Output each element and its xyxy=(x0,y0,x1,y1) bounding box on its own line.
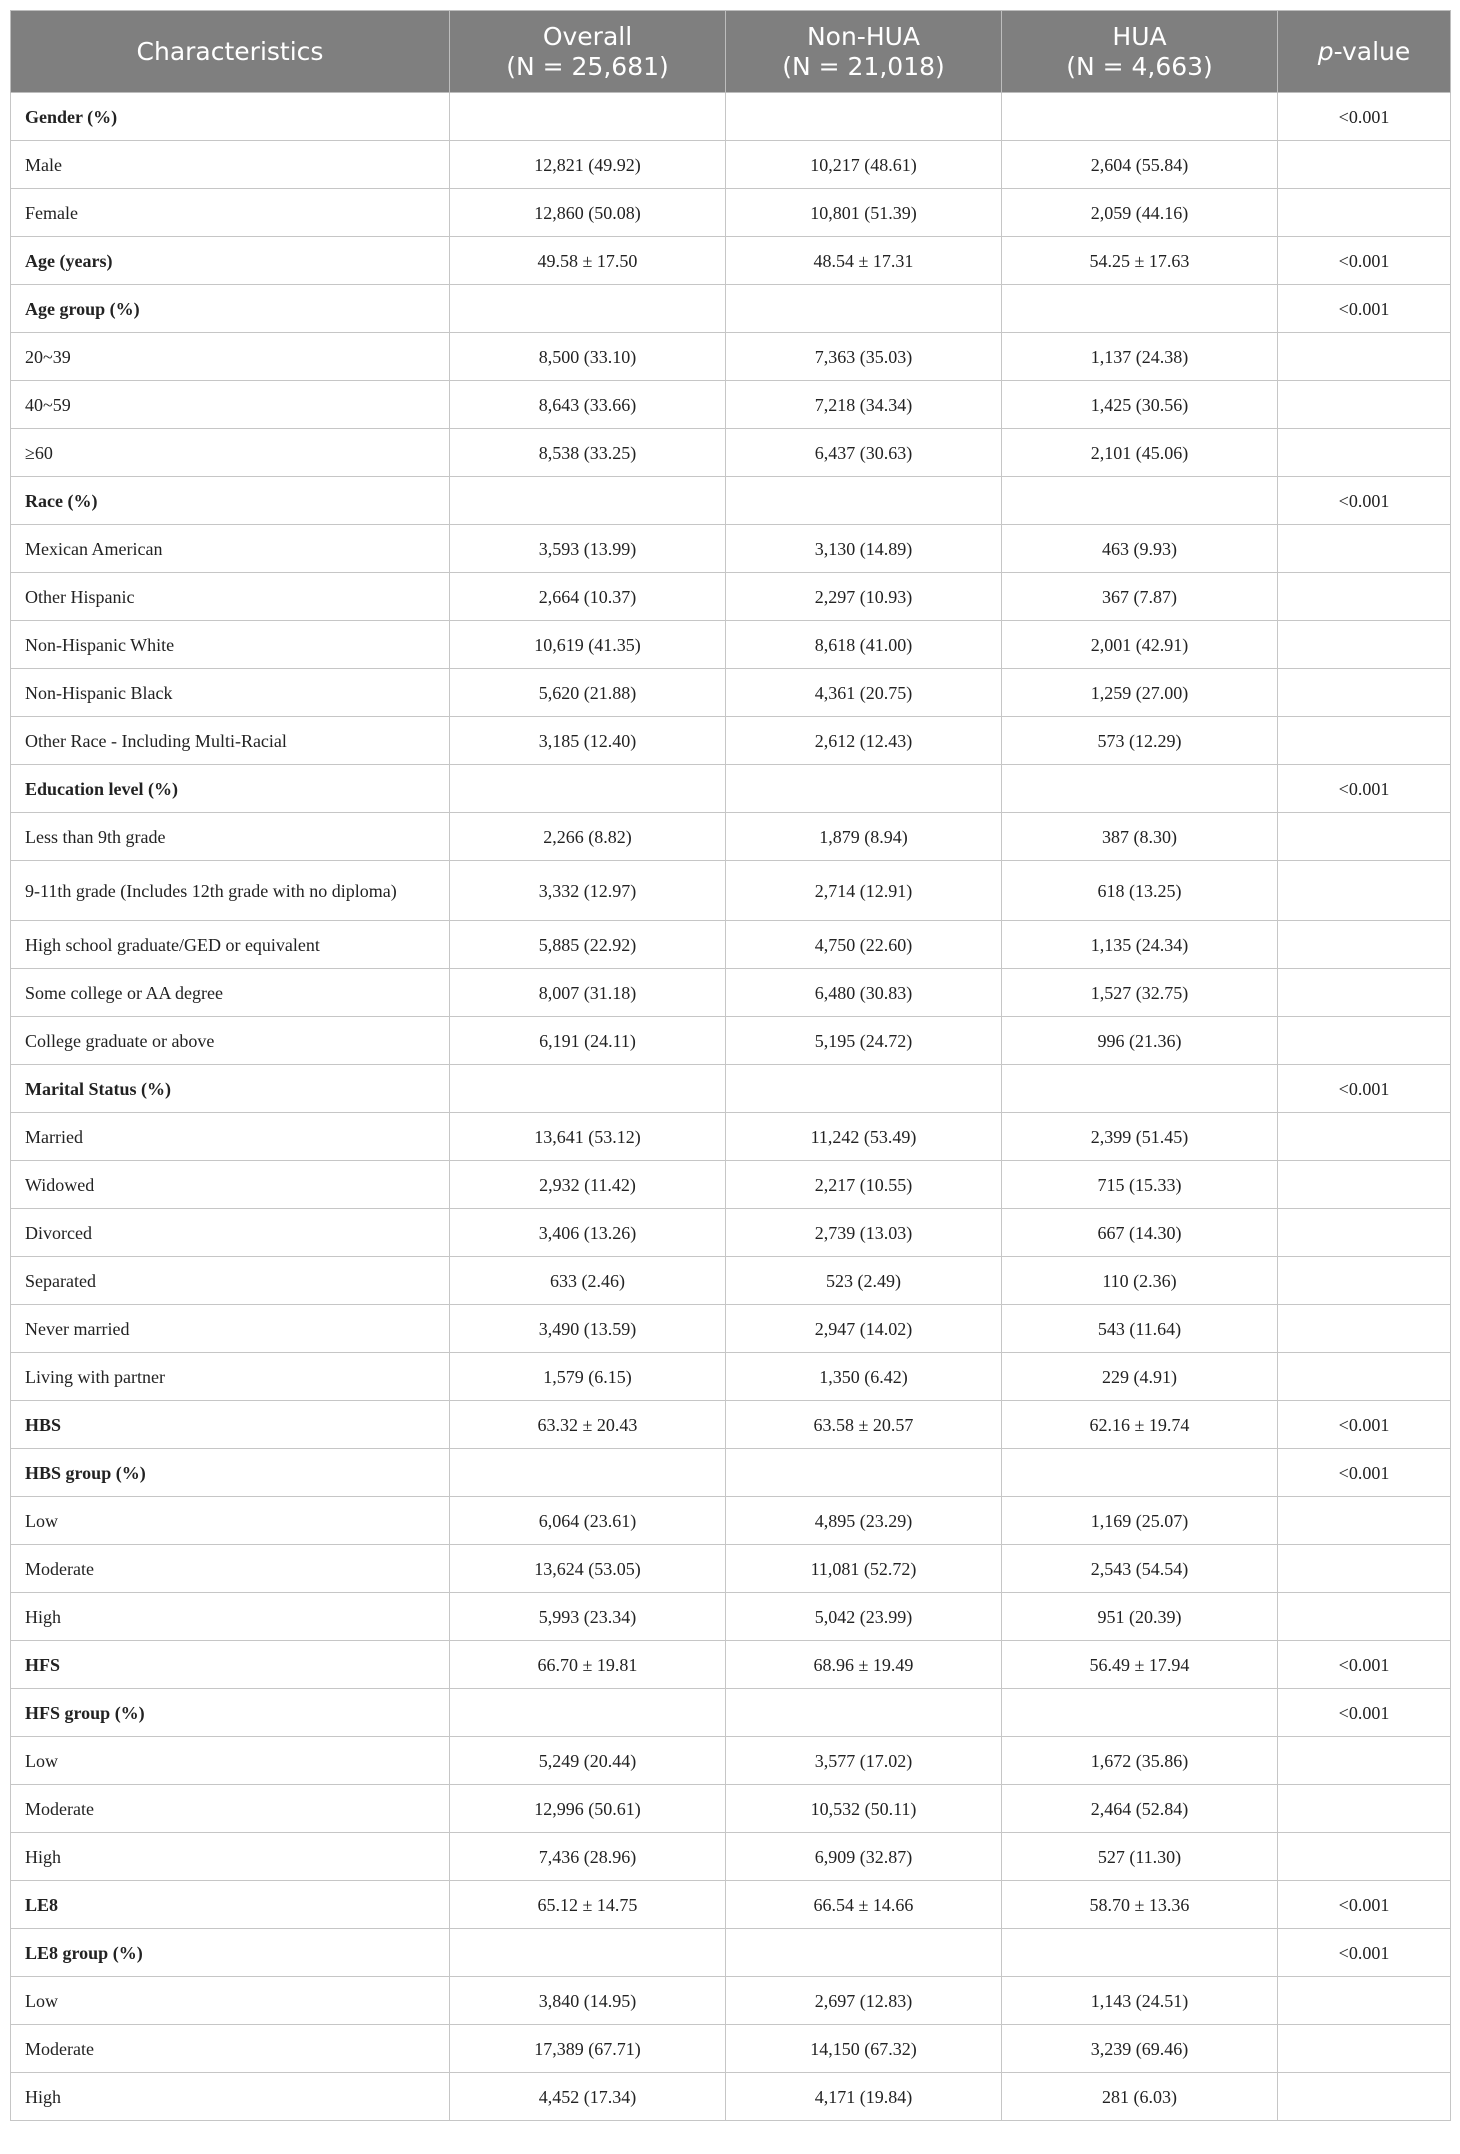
cell-hua xyxy=(1002,93,1278,141)
cell-p-value xyxy=(1278,429,1451,477)
cell-non-hua: 7,363 (35.03) xyxy=(726,333,1002,381)
cell-non-hua: 2,714 (12.91) xyxy=(726,861,1002,921)
cell-hua: 2,399 (51.45) xyxy=(1002,1113,1278,1161)
cell-hua: 58.70 ± 13.36 xyxy=(1002,1881,1278,1929)
cell-hua: 2,604 (55.84) xyxy=(1002,141,1278,189)
row-label: Non-Hispanic Black xyxy=(11,669,450,717)
cell-p-value: <0.001 xyxy=(1278,477,1451,525)
cell-overall: 49.58 ± 17.50 xyxy=(450,237,726,285)
table-row xyxy=(11,1977,1451,2025)
cell-non-hua xyxy=(726,765,1002,813)
table-row xyxy=(11,1017,1451,1065)
cell-p-value xyxy=(1278,921,1451,969)
cell-non-hua: 10,217 (48.61) xyxy=(726,141,1002,189)
cell-overall: 2,664 (10.37) xyxy=(450,573,726,621)
header-non-hua xyxy=(726,11,1002,93)
cell-hua: 56.49 ± 17.94 xyxy=(1002,1641,1278,1689)
cell-p-value xyxy=(1278,861,1451,921)
cell-overall: 633 (2.46) xyxy=(450,1257,726,1305)
row-label: High xyxy=(11,1833,450,1881)
cell-overall: 12,860 (50.08) xyxy=(450,189,726,237)
row-label: HBS group (%) xyxy=(11,1449,450,1497)
row-label: Moderate xyxy=(11,1785,450,1833)
row-label: High xyxy=(11,2073,450,2121)
cell-non-hua: 523 (2.49) xyxy=(726,1257,1002,1305)
cell-hua xyxy=(1002,765,1278,813)
cell-non-hua: 2,612 (12.43) xyxy=(726,717,1002,765)
header-p-value xyxy=(1278,11,1451,93)
table-row xyxy=(11,1257,1451,1305)
table-row xyxy=(11,621,1451,669)
row-label: HFS group (%) xyxy=(11,1689,450,1737)
cell-non-hua: 2,297 (10.93) xyxy=(726,573,1002,621)
cell-non-hua: 2,697 (12.83) xyxy=(726,1977,1002,2025)
table-row xyxy=(11,969,1451,1017)
row-label: Low xyxy=(11,1977,450,2025)
table-row xyxy=(11,93,1451,141)
cell-hua: 543 (11.64) xyxy=(1002,1305,1278,1353)
cell-p-value xyxy=(1278,813,1451,861)
cell-overall: 7,436 (28.96) xyxy=(450,1833,726,1881)
table-row xyxy=(11,189,1451,237)
table-row xyxy=(11,429,1451,477)
row-label: Widowed xyxy=(11,1161,450,1209)
table-row xyxy=(11,1881,1451,1929)
cell-p-value: <0.001 xyxy=(1278,765,1451,813)
header-overall-label: Overall xyxy=(542,21,633,51)
cell-p-value xyxy=(1278,525,1451,573)
row-label: Low xyxy=(11,1737,450,1785)
row-label: Never married xyxy=(11,1305,450,1353)
cell-non-hua: 11,081 (52.72) xyxy=(726,1545,1002,1593)
cell-hua: 573 (12.29) xyxy=(1002,717,1278,765)
row-label: Separated xyxy=(11,1257,450,1305)
table-row xyxy=(11,1593,1451,1641)
cell-hua: 110 (2.36) xyxy=(1002,1257,1278,1305)
cell-p-value xyxy=(1278,1545,1451,1593)
table-row xyxy=(11,1401,1451,1449)
cell-overall: 3,185 (12.40) xyxy=(450,717,726,765)
cell-non-hua: 7,218 (34.34) xyxy=(726,381,1002,429)
row-label: 20~39 xyxy=(11,333,450,381)
row-label: Gender (%) xyxy=(11,93,450,141)
table-row xyxy=(11,1449,1451,1497)
cell-non-hua: 6,480 (30.83) xyxy=(726,969,1002,1017)
cell-p-value xyxy=(1278,573,1451,621)
cell-overall xyxy=(450,1449,726,1497)
cell-overall xyxy=(450,93,726,141)
cell-p-value xyxy=(1278,189,1451,237)
table-row xyxy=(11,1689,1451,1737)
row-label: High school graduate/GED or equivalent xyxy=(11,921,450,969)
row-label: Race (%) xyxy=(11,477,450,525)
cell-overall: 65.12 ± 14.75 xyxy=(450,1881,726,1929)
cell-hua: 463 (9.93) xyxy=(1002,525,1278,573)
cell-hua: 281 (6.03) xyxy=(1002,2073,1278,2121)
header-overall-n: (N = 25,681) xyxy=(506,51,669,81)
cell-p-value xyxy=(1278,1017,1451,1065)
cell-p-value xyxy=(1278,669,1451,717)
row-label: HBS xyxy=(11,1401,450,1449)
cell-p-value xyxy=(1278,1161,1451,1209)
cell-non-hua: 5,042 (23.99) xyxy=(726,1593,1002,1641)
table-row xyxy=(11,573,1451,621)
table-row xyxy=(11,2073,1451,2121)
header-characteristics xyxy=(11,11,450,93)
table-row xyxy=(11,921,1451,969)
cell-p-value xyxy=(1278,1113,1451,1161)
cell-non-hua: 4,361 (20.75) xyxy=(726,669,1002,717)
header-p-italic: p xyxy=(1317,36,1334,66)
cell-overall: 2,266 (8.82) xyxy=(450,813,726,861)
cell-non-hua: 8,618 (41.00) xyxy=(726,621,1002,669)
cell-overall: 3,332 (12.97) xyxy=(450,861,726,921)
cell-overall: 6,191 (24.11) xyxy=(450,1017,726,1065)
cell-hua: 667 (14.30) xyxy=(1002,1209,1278,1257)
cell-p-value xyxy=(1278,2025,1451,2073)
cell-overall: 17,389 (67.71) xyxy=(450,2025,726,2073)
cell-non-hua: 10,801 (51.39) xyxy=(726,189,1002,237)
cell-non-hua: 3,577 (17.02) xyxy=(726,1737,1002,1785)
cell-p-value xyxy=(1278,333,1451,381)
table-row xyxy=(11,477,1451,525)
cell-non-hua: 4,171 (19.84) xyxy=(726,2073,1002,2121)
cell-p-value xyxy=(1278,1353,1451,1401)
cell-overall: 63.32 ± 20.43 xyxy=(450,1401,726,1449)
cell-hua: 2,059 (44.16) xyxy=(1002,189,1278,237)
table-row xyxy=(11,813,1451,861)
cell-hua: 62.16 ± 19.74 xyxy=(1002,1401,1278,1449)
cell-p-value xyxy=(1278,141,1451,189)
cell-p-value xyxy=(1278,1593,1451,1641)
table-row xyxy=(11,1161,1451,1209)
cell-p-value xyxy=(1278,621,1451,669)
cell-overall xyxy=(450,1065,726,1113)
table-row xyxy=(11,1641,1451,1689)
table-row xyxy=(11,1497,1451,1545)
cell-p-value: <0.001 xyxy=(1278,1881,1451,1929)
table-row xyxy=(11,1113,1451,1161)
cell-hua: 951 (20.39) xyxy=(1002,1593,1278,1641)
table-row xyxy=(11,717,1451,765)
cell-overall: 4,452 (17.34) xyxy=(450,2073,726,2121)
cell-p-value xyxy=(1278,2073,1451,2121)
cell-p-value xyxy=(1278,1977,1451,2025)
cell-non-hua xyxy=(726,1929,1002,1977)
table-header xyxy=(11,11,1451,93)
cell-hua xyxy=(1002,1689,1278,1737)
cell-non-hua: 48.54 ± 17.31 xyxy=(726,237,1002,285)
cell-non-hua xyxy=(726,93,1002,141)
cell-non-hua xyxy=(726,285,1002,333)
row-label: LE8 group (%) xyxy=(11,1929,450,1977)
cell-p-value: <0.001 xyxy=(1278,1689,1451,1737)
cell-p-value: <0.001 xyxy=(1278,237,1451,285)
cell-hua: 387 (8.30) xyxy=(1002,813,1278,861)
row-label: 9-11th grade (Includes 12th grade with no diploma) xyxy=(11,861,450,921)
cell-hua xyxy=(1002,1065,1278,1113)
row-label: HFS xyxy=(11,1641,450,1689)
cell-overall: 3,490 (13.59) xyxy=(450,1305,726,1353)
row-label: ≥60 xyxy=(11,429,450,477)
cell-overall: 10,619 (41.35) xyxy=(450,621,726,669)
cell-p-value xyxy=(1278,717,1451,765)
row-label: Other Race - Including Multi-Racial xyxy=(11,717,450,765)
cell-p-value: <0.001 xyxy=(1278,285,1451,333)
cell-non-hua: 14,150 (67.32) xyxy=(726,2025,1002,2073)
cell-overall: 5,249 (20.44) xyxy=(450,1737,726,1785)
cell-non-hua: 66.54 ± 14.66 xyxy=(726,1881,1002,1929)
table-row xyxy=(11,1353,1451,1401)
cell-non-hua: 2,739 (13.03) xyxy=(726,1209,1002,1257)
characteristics-table xyxy=(10,10,1451,2121)
cell-non-hua: 1,879 (8.94) xyxy=(726,813,1002,861)
cell-non-hua xyxy=(726,1449,1002,1497)
table-row xyxy=(11,1929,1451,1977)
cell-p-value xyxy=(1278,1497,1451,1545)
cell-overall: 13,624 (53.05) xyxy=(450,1545,726,1593)
cell-non-hua: 4,750 (22.60) xyxy=(726,921,1002,969)
table-row xyxy=(11,1545,1451,1593)
table-row xyxy=(11,861,1451,921)
cell-overall: 12,821 (49.92) xyxy=(450,141,726,189)
row-label: Education level (%) xyxy=(11,765,450,813)
cell-non-hua: 2,217 (10.55) xyxy=(726,1161,1002,1209)
cell-p-value xyxy=(1278,1305,1451,1353)
table-row xyxy=(11,1785,1451,1833)
cell-hua xyxy=(1002,1929,1278,1977)
cell-non-hua: 2,947 (14.02) xyxy=(726,1305,1002,1353)
table-row xyxy=(11,237,1451,285)
table-row xyxy=(11,1065,1451,1113)
cell-non-hua: 6,437 (30.63) xyxy=(726,429,1002,477)
cell-non-hua xyxy=(726,477,1002,525)
cell-overall: 5,993 (23.34) xyxy=(450,1593,726,1641)
cell-overall: 5,620 (21.88) xyxy=(450,669,726,717)
cell-hua: 3,239 (69.46) xyxy=(1002,2025,1278,2073)
cell-hua: 1,672 (35.86) xyxy=(1002,1737,1278,1785)
table-row xyxy=(11,381,1451,429)
cell-hua xyxy=(1002,285,1278,333)
cell-non-hua xyxy=(726,1065,1002,1113)
cell-p-value xyxy=(1278,1257,1451,1305)
cell-overall xyxy=(450,1689,726,1737)
cell-hua: 2,101 (45.06) xyxy=(1002,429,1278,477)
cell-overall: 8,538 (33.25) xyxy=(450,429,726,477)
cell-overall: 1,579 (6.15) xyxy=(450,1353,726,1401)
cell-overall: 3,406 (13.26) xyxy=(450,1209,726,1257)
row-label: Moderate xyxy=(11,1545,450,1593)
header-non-hua-n: (N = 21,018) xyxy=(782,51,945,81)
table-row xyxy=(11,1305,1451,1353)
header-p-rest: -value xyxy=(1333,36,1411,66)
row-label: Female xyxy=(11,189,450,237)
cell-non-hua: 10,532 (50.11) xyxy=(726,1785,1002,1833)
cell-overall: 66.70 ± 19.81 xyxy=(450,1641,726,1689)
row-label: Living with partner xyxy=(11,1353,450,1401)
cell-p-value: <0.001 xyxy=(1278,1929,1451,1977)
cell-non-hua: 63.58 ± 20.57 xyxy=(726,1401,1002,1449)
cell-p-value: <0.001 xyxy=(1278,1401,1451,1449)
cell-non-hua: 5,195 (24.72) xyxy=(726,1017,1002,1065)
cell-hua: 2,464 (52.84) xyxy=(1002,1785,1278,1833)
row-label: Some college or AA degree xyxy=(11,969,450,1017)
table-row xyxy=(11,1737,1451,1785)
cell-overall: 2,932 (11.42) xyxy=(450,1161,726,1209)
cell-overall: 3,840 (14.95) xyxy=(450,1977,726,2025)
cell-non-hua: 6,909 (32.87) xyxy=(726,1833,1002,1881)
cell-hua: 996 (21.36) xyxy=(1002,1017,1278,1065)
cell-overall: 3,593 (13.99) xyxy=(450,525,726,573)
row-label: 40~59 xyxy=(11,381,450,429)
cell-hua: 527 (11.30) xyxy=(1002,1833,1278,1881)
header-hua-label: HUA xyxy=(1112,21,1167,51)
row-label: Age (years) xyxy=(11,237,450,285)
cell-hua: 367 (7.87) xyxy=(1002,573,1278,621)
cell-non-hua xyxy=(726,1689,1002,1737)
row-label: Low xyxy=(11,1497,450,1545)
row-label: Mexican American xyxy=(11,525,450,573)
cell-hua: 229 (4.91) xyxy=(1002,1353,1278,1401)
cell-p-value xyxy=(1278,1209,1451,1257)
cell-hua: 1,143 (24.51) xyxy=(1002,1977,1278,2025)
cell-hua: 2,543 (54.54) xyxy=(1002,1545,1278,1593)
row-label: Other Hispanic xyxy=(11,573,450,621)
cell-hua: 618 (13.25) xyxy=(1002,861,1278,921)
row-label: Age group (%) xyxy=(11,285,450,333)
row-label: Married xyxy=(11,1113,450,1161)
cell-hua xyxy=(1002,477,1278,525)
cell-p-value xyxy=(1278,1833,1451,1881)
cell-hua xyxy=(1002,1449,1278,1497)
cell-hua: 715 (15.33) xyxy=(1002,1161,1278,1209)
cell-non-hua: 4,895 (23.29) xyxy=(726,1497,1002,1545)
header-characteristics-label: Characteristics xyxy=(136,36,324,66)
header-hua-n: (N = 4,663) xyxy=(1066,51,1213,81)
cell-p-value: <0.001 xyxy=(1278,1641,1451,1689)
cell-hua: 1,137 (24.38) xyxy=(1002,333,1278,381)
cell-p-value xyxy=(1278,1737,1451,1785)
row-label: Marital Status (%) xyxy=(11,1065,450,1113)
table-row xyxy=(11,2025,1451,2073)
table-row xyxy=(11,1209,1451,1257)
cell-hua: 1,527 (32.75) xyxy=(1002,969,1278,1017)
cell-overall: 12,996 (50.61) xyxy=(450,1785,726,1833)
table-body xyxy=(11,93,1451,2121)
cell-hua: 1,425 (30.56) xyxy=(1002,381,1278,429)
cell-overall xyxy=(450,285,726,333)
cell-hua: 54.25 ± 17.63 xyxy=(1002,237,1278,285)
cell-hua: 1,259 (27.00) xyxy=(1002,669,1278,717)
cell-non-hua: 1,350 (6.42) xyxy=(726,1353,1002,1401)
row-label: Non-Hispanic White xyxy=(11,621,450,669)
row-label: Less than 9th grade xyxy=(11,813,450,861)
cell-overall: 13,641 (53.12) xyxy=(450,1113,726,1161)
header-overall xyxy=(450,11,726,93)
table-row xyxy=(11,525,1451,573)
cell-overall: 8,500 (33.10) xyxy=(450,333,726,381)
cell-p-value: <0.001 xyxy=(1278,93,1451,141)
header-hua xyxy=(1002,11,1278,93)
cell-p-value xyxy=(1278,381,1451,429)
cell-non-hua: 3,130 (14.89) xyxy=(726,525,1002,573)
row-label: High xyxy=(11,1593,450,1641)
table-row xyxy=(11,1833,1451,1881)
cell-overall xyxy=(450,477,726,525)
cell-p-value xyxy=(1278,1785,1451,1833)
row-label: Moderate xyxy=(11,2025,450,2073)
row-label: Male xyxy=(11,141,450,189)
cell-hua: 1,135 (24.34) xyxy=(1002,921,1278,969)
cell-hua: 2,001 (42.91) xyxy=(1002,621,1278,669)
table-row xyxy=(11,669,1451,717)
cell-non-hua: 11,242 (53.49) xyxy=(726,1113,1002,1161)
table-row xyxy=(11,765,1451,813)
table-row xyxy=(11,285,1451,333)
cell-overall xyxy=(450,1929,726,1977)
cell-p-value: <0.001 xyxy=(1278,1449,1451,1497)
cell-p-value: <0.001 xyxy=(1278,1065,1451,1113)
cell-non-hua: 68.96 ± 19.49 xyxy=(726,1641,1002,1689)
cell-overall: 6,064 (23.61) xyxy=(450,1497,726,1545)
cell-p-value xyxy=(1278,969,1451,1017)
cell-overall: 5,885 (22.92) xyxy=(450,921,726,969)
cell-overall xyxy=(450,765,726,813)
header-row xyxy=(11,11,1451,93)
row-label: College graduate or above xyxy=(11,1017,450,1065)
row-label: LE8 xyxy=(11,1881,450,1929)
cell-overall: 8,643 (33.66) xyxy=(450,381,726,429)
row-label: Divorced xyxy=(11,1209,450,1257)
cell-overall: 8,007 (31.18) xyxy=(450,969,726,1017)
cell-hua: 1,169 (25.07) xyxy=(1002,1497,1278,1545)
table-row xyxy=(11,333,1451,381)
header-non-hua-label: Non-HUA xyxy=(806,21,921,51)
table-row xyxy=(11,141,1451,189)
